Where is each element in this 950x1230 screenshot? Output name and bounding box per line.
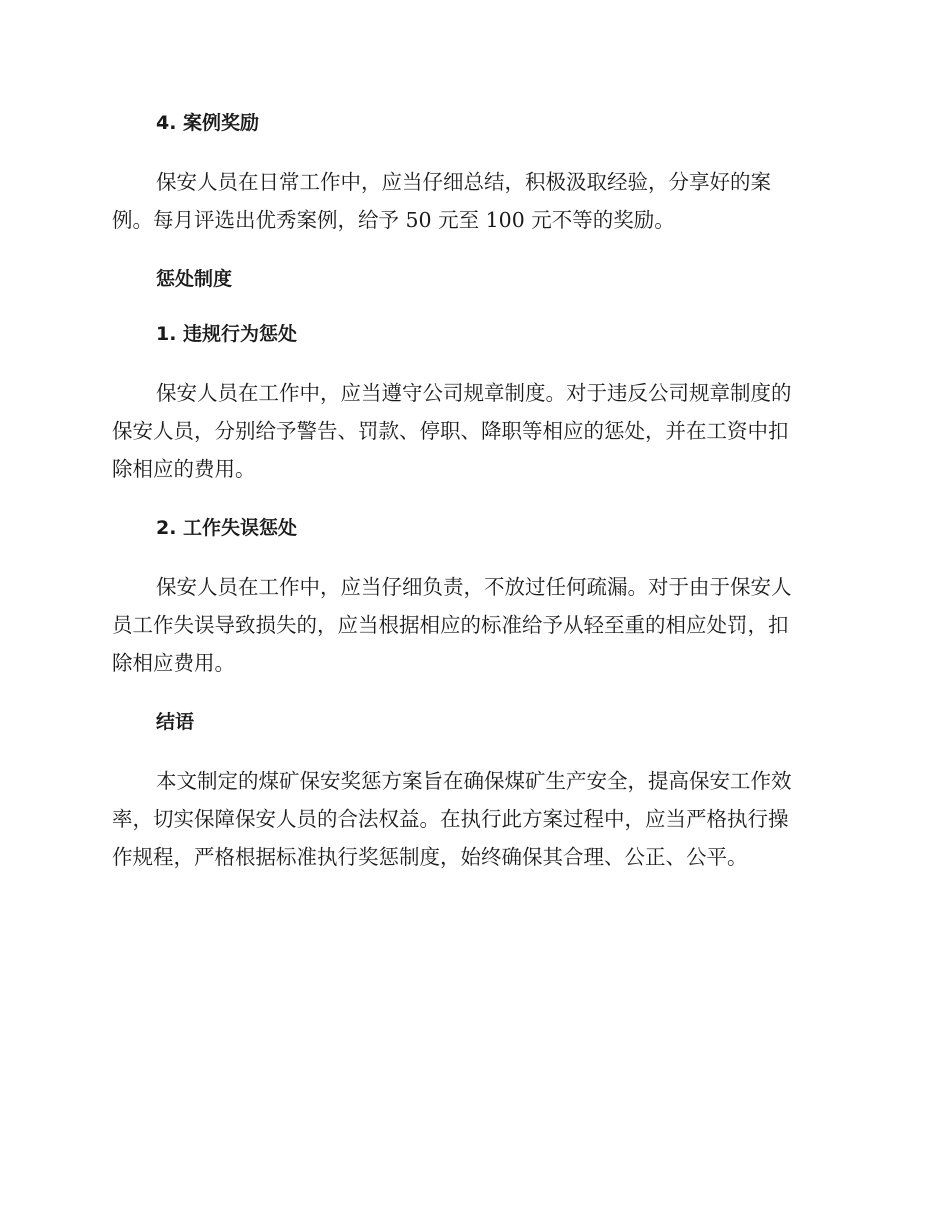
paragraph-line: 率，切实保障保安人员的合法权益。在执行此方案过程中，应当严格执行操 [112, 807, 789, 831]
paragraph-line: 本文制定的煤矿保安奖惩方案旨在确保煤矿生产安全，提高保安工作效 [156, 769, 792, 793]
section-violation-penalty [112, 319, 830, 488]
section-heading: 4. 案例奖励 [156, 112, 260, 134]
section-heading: 结语 [156, 711, 195, 733]
paragraph-line: 保安人员，分别给予警告、罚款、停职、降职等相应的惩处，并在工资中扣 [112, 419, 789, 443]
paragraph-line: 保安人员在日常工作中，应当仔细总结，积极汲取经验，分享好的案 [156, 170, 771, 194]
paragraph-line: 除相应费用。 [112, 651, 235, 675]
section-heading: 1. 违规行为惩处 [156, 323, 298, 345]
section-work-error-penalty [112, 513, 830, 682]
section-paragraph [112, 762, 830, 876]
section-paragraph [112, 374, 830, 488]
section-case-reward [112, 108, 830, 239]
paragraph-line: 保安人员在工作中，应当仔细负责，不放过任何疏漏。对于由于保安人 [156, 575, 792, 599]
section-conclusion [112, 707, 830, 876]
paragraph-line: 作规程，严格根据标准执行奖惩制度，始终确保其合理、公正、公平。 [112, 845, 748, 869]
section-heading: 惩处制度 [156, 268, 233, 290]
document-page [112, 108, 830, 901]
section-paragraph [112, 568, 830, 682]
section-penalty-system [112, 264, 830, 294]
paragraph-line: 员工作失误导致损失的，应当根据相应的标准给予从轻至重的相应处罚，扣 [112, 613, 789, 637]
paragraph-line: 保安人员在工作中，应当遵守公司规章制度。对于违反公司规章制度的 [156, 381, 792, 405]
section-heading: 2. 工作失误惩处 [156, 517, 298, 539]
paragraph-line: 例。每月评选出优秀案例，给予 50 元至 100 元不等的奖励。 [112, 208, 675, 232]
paragraph-line: 除相应的费用。 [112, 457, 256, 481]
section-paragraph [112, 163, 830, 239]
